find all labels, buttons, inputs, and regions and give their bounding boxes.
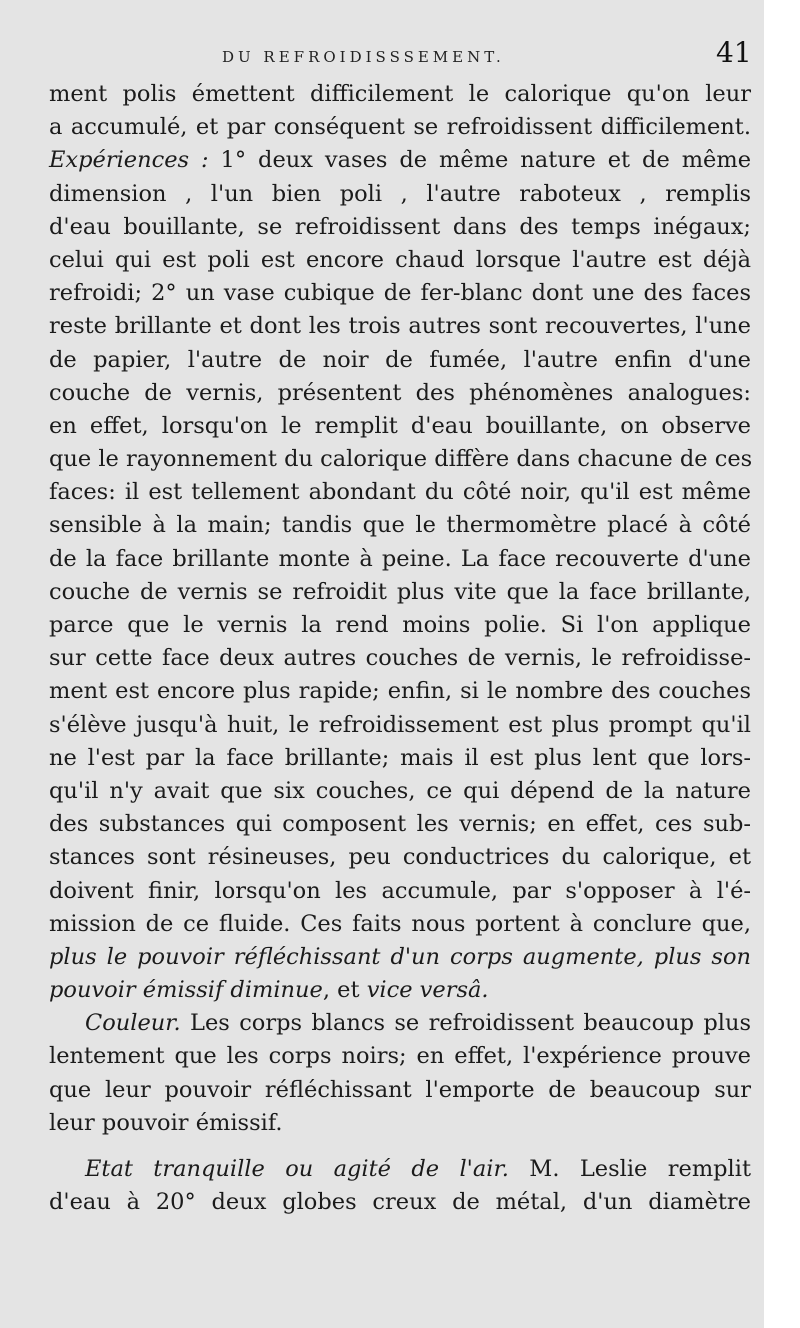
italic-conclusion-line: plus le pouvoir réfléchissant d'un corps augmente, plus son <box>49 943 751 970</box>
text-line <box>49 1007 751 1040</box>
text-line <box>49 144 751 177</box>
text-line: sur cette face deux autres couches de vernis, le refroidisse- <box>49 645 751 672</box>
italic-phrase: pouvoir émissif diminue <box>49 977 323 1004</box>
text-line: a accumulé, et par conséquent se refroidissent difficilement. <box>49 114 751 141</box>
couleur-label: Couleur. <box>85 1010 181 1037</box>
text-line: des substances qui composent les vernis; en effet, ces sub- <box>49 811 751 838</box>
text-line <box>49 974 751 1007</box>
italic-phrase: vice versâ. <box>366 977 489 1004</box>
text-line: que le rayonnement du calorique diffère dans chacune de ces <box>49 446 753 473</box>
text-line-rest: M. Leslie remplit <box>529 1156 751 1182</box>
text-line: reste brillante et dont les trois autres sont recouvertes, l'une <box>49 313 751 340</box>
text-line: parce que le vernis la rend moins polie. Si l'on applique <box>49 612 751 638</box>
page-number: 41 <box>716 36 752 69</box>
text-line: sensible à la main; tandis que le thermomètre placé à côté <box>49 512 751 539</box>
text-line: de papier, l'autre de noir de fumée, l'autre enfin d'une <box>49 346 751 373</box>
text-line <box>49 1153 751 1186</box>
text-line: doivent finir, lorsqu'on les accumule, par s'opposer à l'é- <box>49 877 751 904</box>
text-line: dimension , l'un bien poli , l'autre raboteux , remplis <box>49 180 751 207</box>
text-line: ment polis émettent difficilement le calorique qu'on leur <box>49 81 751 107</box>
text-line: d'eau à 20° deux globes creux de métal, d'un diamètre <box>49 1189 751 1216</box>
running-title: DU REFROIDISSSEMENT. <box>222 48 505 66</box>
text-line-rest: Les corps blancs se refroidissent beaucoup plus <box>190 1010 751 1037</box>
text-line: couche de vernis, présentent des phénomènes analogues: <box>49 379 751 406</box>
etat-label: Etat tranquille ou agité de l'air. <box>85 1156 509 1182</box>
text-line: couche de vernis se refroidit plus vite que la face brillante, <box>49 578 751 605</box>
experiences-label: Expériences : <box>49 147 209 174</box>
text-line: ne l'est par la face brillante; mais il est plus lent que lors- <box>49 744 751 771</box>
text-line-rest: 1° deux vases de même nature et de même <box>220 147 752 174</box>
text-line: celui qui est poli est encore chaud lorsque l'autre est déjà <box>49 246 751 273</box>
body-text <box>49 78 751 1219</box>
text-line: qu'il n'y avait que six couches, ce qui dépend de la nature <box>49 777 751 804</box>
text-line: stances sont résineuses, peu conductrices du calorique, et <box>49 844 751 871</box>
text-line: refroidi; 2° un vase cubique de fer-blanc dont une des faces <box>49 280 751 307</box>
page-header <box>48 38 750 82</box>
text-line: ment est encore plus rapide; enfin, si le nombre des couches <box>49 678 751 705</box>
text-line: leur pouvoir émissif. <box>49 1109 283 1136</box>
text-line: mission de ce fluide. Ces faits nous portent à conclure que, <box>49 910 751 937</box>
text-line: s'élève jusqu'à huit, le refroidissement est plus prompt qu'il <box>49 711 751 738</box>
text-line: de la face brillante monte à peine. La face recouverte d'une <box>49 545 751 572</box>
text-line: faces: il est tellement abondant du côté noir, qu'il est même <box>49 479 751 506</box>
text-line: d'eau bouillante, se refroidissent dans des temps inégaux; <box>49 213 751 240</box>
text-fragment: , et <box>322 977 360 1004</box>
text-line: en effet, lorsqu'on le remplit d'eau bouillante, on observe <box>49 412 751 439</box>
text-line: lentement que les corps noirs; en effet, l'expérience prouve <box>49 1043 751 1070</box>
text-line: que leur pouvoir réfléchissant l'emporte de beaucoup sur <box>49 1076 751 1103</box>
